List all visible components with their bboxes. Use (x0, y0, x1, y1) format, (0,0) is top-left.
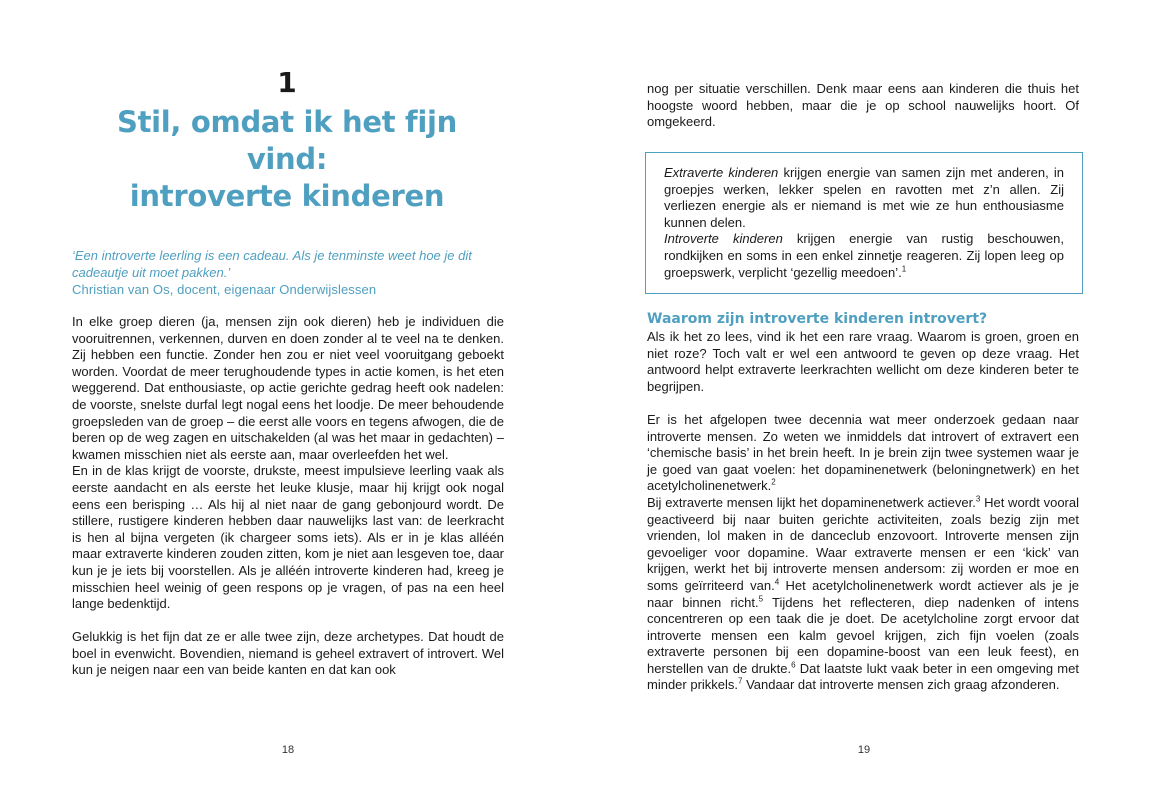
paragraph-text: Het wordt vooral geactiveerd bij naar buiten gerichte activiteiten, zoals bezig zijn met vrienden, lol maken in de danceclub enzovoort. Introverte mensen zijn gevoeliger voor dopamine. Waar extraverte mensen er een ‘kick’ van krijgen, werkt het bij introverte mensen andersom: zij worden er moe en soms geïrriteerd van. (647, 494, 1080, 593)
footnote-ref: 6 (791, 660, 796, 670)
paragraph-text: Vandaar dat introverte mensen zich graag afzonderen. (742, 677, 1060, 693)
page-number: 19 (857, 744, 871, 756)
term-extravert: Extraverte kinderen (664, 165, 779, 180)
chapter-title-line1: Stil, omdat ik het fijn vind: (116, 105, 457, 176)
term-introvert: Introverte kinderen (664, 231, 783, 247)
footnote-ref: 7 (738, 677, 743, 687)
chapter-title (72, 104, 502, 215)
paragraph (647, 495, 1079, 694)
paragraph-text: Er is het afgelopen twee decennia wat meer onderzoek gedaan naar introverte mensen. Zo weten we inmiddels dat introvert of extravert een ‘chemische basis’ in het brein heeft. In je brein zijn twee systemen waar je je goed van gaat voelen: het dopaminenetwerk (beloningnetwerk) en het acetylcholinenetwerk. (647, 411, 1079, 494)
paragraph: nog per situatie verschillen. Denk maar eens aan kinderen die thuis het hoogste woord hebben, maar die je op school nauwelijks hoort. Of omgekeerd. (647, 81, 1079, 130)
footnote-ref: 2 (771, 478, 776, 488)
footnote-ref: 4 (774, 577, 780, 587)
paragraph (647, 412, 1079, 495)
paragraph: En in de klas krijgt de voorste, drukste, meest impulsieve leerling vaak als eerste aandacht en als eerste het leuke klusje, maar hij krijgt ook nogal eens een berisping … Als hij al niet naar de gang gebonjourd wordt. De stillere, rustigere kinderen hebben daar nauwelijks last van: de leerkracht is hen al bijna vergeten (ik chargeer soms iets). Als er in je klas alléén maar extraverte kinderen zouden zitten, kom je niet aan lesgeven toe, daar kun je je iets bij voorstellen. Als je alléén introverte kinderen had, kreeg je misschien heel weinig of geen respons op je vragen, of pas na een heel lange bedenktijd. (72, 463, 504, 612)
motto (72, 247, 512, 298)
page-number: 18 (281, 744, 295, 756)
text-introvert: krijgen energie van rustig beschouwen, rondkijken en soms in een enkel zinnetje reageren. Zij lopen leeg op groepswerk, verplicht ‘gezellig meedoen’. (664, 231, 1064, 280)
paragraph-text: Bij extraverte mensen lijkt het dopaminenetwerk actiever. (647, 494, 976, 510)
paragraph: In elke groep dieren (ja, mensen zijn ook dieren) heb je individuen die vooruitrennen, verkennen, durven en doen zonder al te veel na te denken. Zij hebben een functie. Zonder hen zou er niet veel vooruitgang geboekt worden. Voordat de meer terughoudende types in actie komen, is het eten weggerend. Dat enthousiaste, op actie gerichte gedrag heeft ook nadelen: de voorste, snelste durfal legt nogal eens het loodje. De meer behoudende groepsleden van de groep – die eerst alle voors en tegens afwogen, die de beren op de weg zagen en uitschakelden (al was het maar in gedachten) – kwamen misschien niet als eerste aan, maar overleefden het wel. (72, 314, 504, 462)
footnote-ref: 1 (901, 264, 907, 274)
info-box (645, 152, 1083, 294)
info-box-extravert (664, 165, 1064, 231)
footnote-ref: 5 (758, 594, 764, 604)
left-body-text (72, 314, 504, 679)
right-intro-text (647, 81, 1079, 131)
motto-author: Christian van Os, docent, eigenaar Onderwijslessen (72, 282, 377, 297)
paragraph: Gelukkig is het fijn dat ze er alle twee zijn, deze archetypes. Dat houdt de boel in evenwicht. Bovendien, niemand is geheel extravert of introvert. Wel kun je neigen naar een van beide kanten en dat kan ook (72, 629, 504, 678)
right-body-text (647, 329, 1079, 694)
info-box-introvert (664, 231, 1064, 281)
chapter-title-line2: introverte kinderen (129, 179, 445, 213)
paragraph-text: Dat laatste lukt vaak beter in een omgeving met minder prikkels. (647, 660, 1079, 693)
chapter-number: 1 (277, 66, 297, 99)
footnote-ref: 3 (975, 494, 981, 504)
motto-quote: ‘Een introverte leerling is een cadeau. Als je tenminste weet hoe je dit cadeautje uit moet pakken.’ (72, 248, 472, 280)
section-heading: Waarom zijn introverte kinderen introvert? (647, 311, 988, 327)
paragraph-text: Het acetylcholinenetwerk wordt actiever als je je naar binnen richt. (647, 577, 1079, 610)
right-page (575, 0, 1150, 791)
text-extravert: krijgen energie van samen zijn met anderen, in groepjes werken, lekker spelen en ravotten met z’n allen. Zij verliezen energie als er niemand is met wie ze hun enthousiasme kunnen delen. (664, 165, 1064, 230)
paragraph: Als ik het zo lees, vind ik het een rare vraag. Waarom is groen, groen en niet roze? Toch valt er wel een antwoord te geven op deze vraag. Het antwoord helpt extraverte leerkrachten wellicht om deze kinderen beter te begrijpen. (647, 329, 1079, 394)
paragraph-text: Tijdens het reflecteren, diep nadenken of intens concentreren op een taak die je doet. De acetylcholine zorgt ervoor dat introverte mensen een kalm gevoel krijgen, zich fijn voelen (zoals extraverte personen bij een dopamine-boost van een leuk feest), en herstellen van de drukte. (647, 594, 1080, 676)
